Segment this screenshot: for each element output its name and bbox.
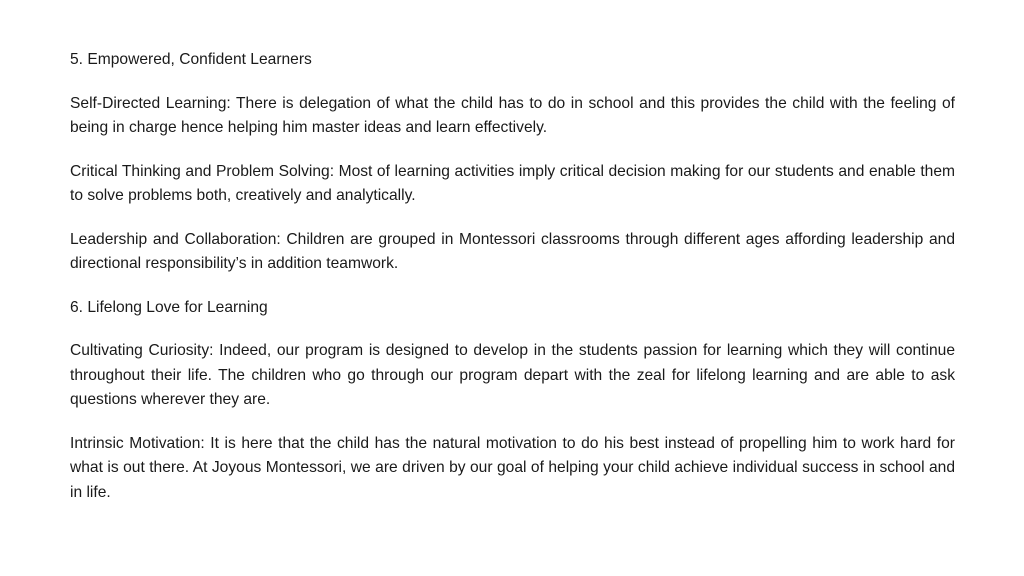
self-directed-learning-paragraph: Self-Directed Learning: There is delegation of what the child has to do in school and this provides the child with the feeling of being in charge hence helping him master ideas and learn effectively.: [70, 94, 955, 136]
text-content: [70, 48, 955, 524]
section-5-heading: 5. Empowered, Confident Learners: [70, 51, 312, 68]
leadership-collaboration-paragraph: Leadership and Collaboration: Children are grouped in Montessori classrooms through different ages affording leadership and directional responsibility’s in addition teamwork.: [70, 230, 955, 272]
intrinsic-motivation-paragraph: Intrinsic Motivation: It is here that the child has the natural motivation to do his best instead of propelling him to work hard for what is out there. At Joyous Montessori, we are driven by our goal of helping your child achieve individual success in school and in life.: [70, 434, 955, 501]
critical-thinking-paragraph: Critical Thinking and Problem Solving: Most of learning activities imply critical decision making for our students and enable them to solve problems both, creatively and analytically.: [70, 162, 955, 204]
section-6-heading: 6. Lifelong Love for Learning: [70, 298, 268, 316]
cultivating-curiosity-paragraph: Cultivating Curiosity: Indeed, our program is designed to develop in the students passion for learning which they will continue throughout their life. The children who go through our program depart with the zeal for lifelong learning and are able to ask questions wherever they are.: [70, 342, 955, 408]
